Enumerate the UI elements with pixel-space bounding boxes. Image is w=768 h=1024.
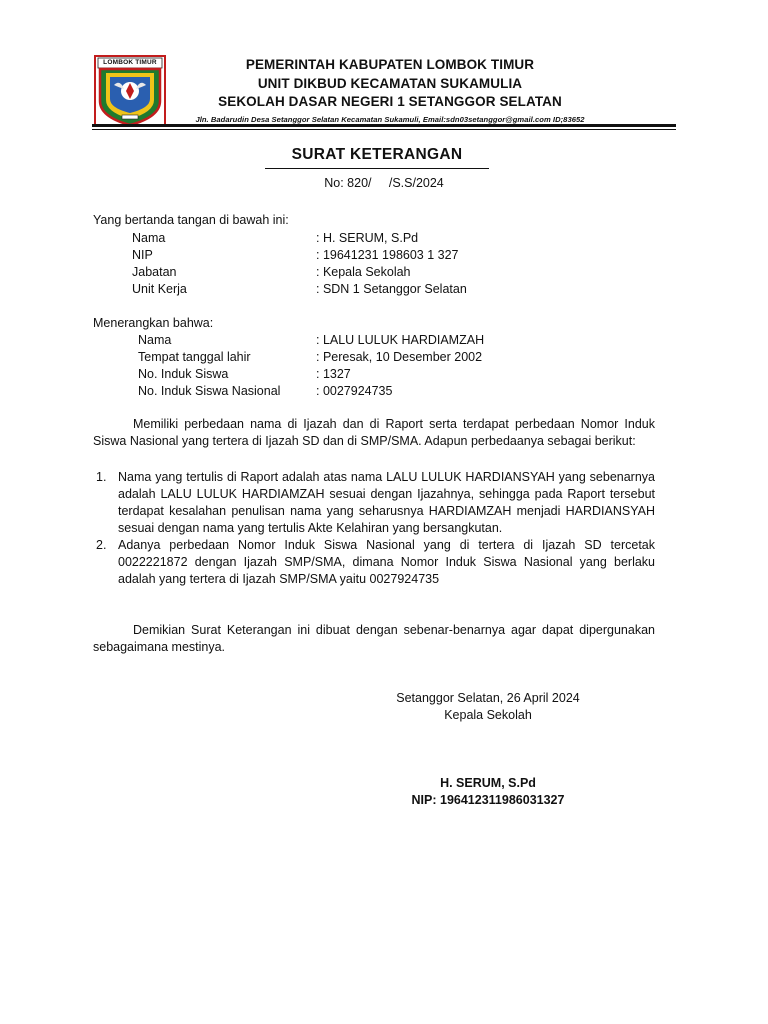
field-value: : H. SERUM, S.Pd xyxy=(316,231,419,245)
list-item-text: Nama yang tertulis di Raport adalah atas nama LALU LULUK HARDIANSYAH yang sebenarnya adalah LALU LULUK HARDIAMZAH sesuai dengan Ijazahnya, sehingga pada Raport tersebut terdapat kesalahan penulisan nama yang seharusnya HARDIAMZAH menjadi HARDIANSYAH sesuai dengan nama yang tertulis Akte Kelahiran yang bersangkutan. xyxy=(118,470,655,535)
signer-intro: Yang bertanda tangan di bawah ini: xyxy=(93,213,289,227)
letterhead xyxy=(150,56,630,124)
closing-paragraph: Demikian Surat Keterangan ini dibuat dengan sebenar-benarnya agar dapat dipergunakan sebagaimana mestinya. xyxy=(93,623,655,654)
list-item xyxy=(93,537,655,588)
field-label: Unit Kerja xyxy=(132,282,187,296)
logo-label: LOMBOK TIMUR xyxy=(103,59,157,66)
signature-nip: NIP: 196412311986031327 xyxy=(411,793,565,807)
signature-place-date: Setanggor Selatan, 26 April 2024 xyxy=(396,691,580,705)
field-value: : 1327 xyxy=(316,367,351,381)
field-label: Nama xyxy=(132,231,166,245)
field-label: Jabatan xyxy=(132,265,177,279)
letterhead-government: PEMERINTAH KABUPATEN LOMBOK TIMUR xyxy=(245,57,535,72)
body-paragraph: Memiliki perbedaan nama di Ijazah dan di Raport serta terdapat perbedaan Nomor Induk Siswa Nasional yang tertera di Ijazah SD dan di SMP/SMA. Adapun perbedaanya sebagai berikut: xyxy=(93,417,655,448)
field-value: : SDN 1 Setanggor Selatan xyxy=(316,282,467,296)
difference-list xyxy=(93,469,655,588)
letterhead-address: Jln. Badarudin Desa Setanggor Selatan Kecamatan Sukamuli, Email:sdn03setanggor@gmail.com ID;83652 xyxy=(195,114,585,124)
list-item-number: 2. xyxy=(96,538,107,552)
letterhead-school: SEKOLAH DASAR NEGERI 1 SETANGGOR SELATAN xyxy=(218,94,562,109)
title-underline xyxy=(265,168,489,169)
list-item-text: Adanya perbedaan Nomor Induk Siswa Nasional yang di tertera di Ijazah SD tercetak 0022221872 dengan Ijazah SMP/SMA, dimana Nomor Induk Siswa Nasional yang berlaku adalah yang tertera di Ijazah SMP/SMA yaitu 0027924735 xyxy=(118,538,655,586)
signature-name: H. SERUM, S.Pd xyxy=(440,776,536,790)
list-item xyxy=(93,469,655,537)
field-label: No. Induk Siswa Nasional xyxy=(138,384,281,398)
letter-title: SURAT KETERANGAN xyxy=(291,146,463,163)
letter-number: No: 820/ /S.S/2024 xyxy=(324,176,444,190)
field-label: NIP xyxy=(132,248,153,262)
field-value: : LALU LULUK HARDIAMZAH xyxy=(316,333,485,347)
field-label: No. Induk Siswa xyxy=(138,367,229,381)
field-value: : Peresak, 10 Desember 2002 xyxy=(316,350,483,364)
list-item-number: 1. xyxy=(96,470,107,484)
field-value: : Kepala Sekolah xyxy=(316,265,411,279)
letterhead-unit: UNIT DIKBUD KECAMATAN SUKAMULIA xyxy=(257,75,523,91)
letterhead-divider-thick xyxy=(92,124,676,127)
letterhead-divider-thin xyxy=(92,129,676,130)
signature-position: Kepala Sekolah xyxy=(444,708,532,722)
field-label: Nama xyxy=(138,333,172,347)
field-label: Tempat tanggal lahir xyxy=(138,350,251,364)
subject-intro: Menerangkan bahwa: xyxy=(93,316,214,330)
field-value: : 19641231 198603 1 327 xyxy=(316,248,459,262)
field-value: : 0027924735 xyxy=(316,384,393,398)
